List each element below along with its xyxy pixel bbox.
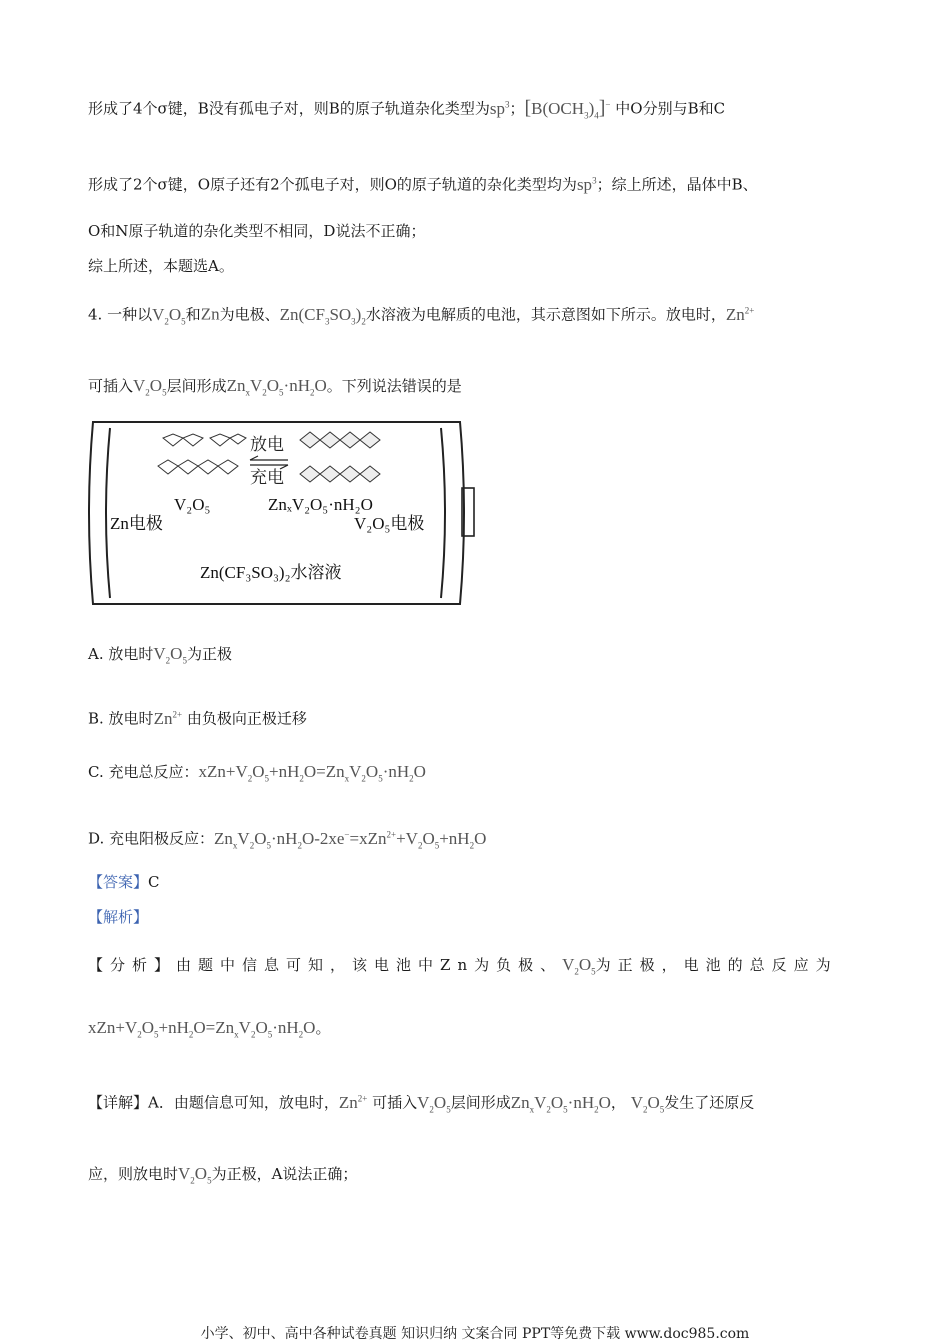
question-text: 为电极、	[219, 305, 280, 324]
question-number: 4.	[88, 305, 103, 324]
answer-label: 【答案】	[88, 873, 149, 891]
option-c	[88, 762, 426, 788]
formula-zn2plus: $Zn^{2+}$	[153, 708, 183, 728]
option-text: 由负极向正极迁移	[186, 709, 307, 728]
formula-v2o5: $V_2O_5$	[153, 644, 187, 666]
page-footer: 小学、初中、高中各种试卷真题 知识归纳 文案合同 PPT等免费下载 www.doc985.com	[200, 1326, 750, 1342]
detail-text: ，	[610, 1093, 626, 1112]
detail-text: A．由题信息可知，放电时，	[148, 1093, 339, 1112]
formula-v2o5: $V_2O_5$	[133, 376, 167, 398]
text-line: 综上所述，本题选A。	[88, 257, 234, 275]
analysis-text: 由题中信息可知，该电池中Zn为负极、	[176, 956, 563, 974]
detail-text: 层间形成	[450, 1093, 511, 1112]
text-line: O和N原子轨道的杂化类型不相同，D说法不正确；	[88, 222, 426, 240]
zn-electrode-label: Zn电极	[110, 514, 163, 533]
question-line	[88, 376, 462, 402]
formula-v2o5: $V_2O_5$	[562, 955, 596, 977]
v2o5-electrode-label: V₂O₅电极	[354, 514, 425, 533]
paragraph-text: 形成了2个σ键，O原子还有2个孤电子对，则O的原子轨道的杂化类型均为	[88, 175, 577, 194]
v2o5-layer-label: V₂O₅	[174, 495, 211, 514]
fenxi-label: 【分析】	[88, 956, 177, 974]
analysis-line	[88, 955, 838, 981]
question-text: 。下列说法错误的是	[326, 377, 462, 395]
option-text: D. 充电阳极反应：	[88, 829, 215, 848]
option-b	[88, 704, 307, 729]
question-text: 层间形成	[166, 377, 227, 395]
electrolyte-label: Zn(CF₃SO₃)₂水溶液	[200, 563, 342, 582]
detail-text: 可插入	[372, 1093, 418, 1112]
formula-total-reaction: $xZn+V_2O_5+nH_2O=Zn_xV_2O_5\cdot nH_2O$	[88, 1018, 316, 1040]
formula-b-och3: $[B(OCH_3)_4]^-$	[524, 96, 611, 121]
analysis-line	[88, 1018, 330, 1044]
option-text: C. 充电总反应：	[88, 763, 199, 781]
option-a	[88, 644, 232, 670]
option-text: B. 放电时	[88, 709, 154, 728]
option-text: 为正极	[186, 645, 232, 663]
question-text: 可插入	[88, 377, 134, 395]
formula-zn2plus: $Zn^{2+}$	[338, 1092, 368, 1112]
question-line	[88, 300, 754, 331]
analysis-text: 。	[315, 1019, 331, 1037]
discharge-label: 放电	[250, 435, 284, 454]
detail-text: 发生了还原反	[664, 1093, 755, 1112]
detail-line	[88, 1164, 357, 1190]
battery-diagram	[88, 418, 488, 608]
formula-anode-reaction: $Zn_xV_2O_5\cdot nH_2O-2xe^-=xZn^{2+}+V_2O_5+nH_2O$	[214, 828, 487, 851]
formula-znx-v2o5: $Zn_xV_2O_5\cdot nH_2O$	[510, 1092, 611, 1115]
answer-value: C	[148, 873, 160, 891]
detail-text: 应，则放电时	[88, 1165, 179, 1183]
option-d	[88, 824, 486, 855]
formula-zn-cf3so3: $Zn(CF_3SO_3)_2$	[279, 304, 366, 327]
formula-v2o5: $V_2O_5$	[152, 304, 186, 327]
formula-sp3: $sp^3$	[576, 174, 597, 194]
question-text: 和	[185, 305, 201, 324]
text-line	[88, 170, 758, 195]
charge-label: 充电	[250, 468, 284, 487]
detail-label: 【详解】	[88, 1093, 149, 1112]
formula-sp3: $sp^3$	[489, 98, 510, 118]
question-text: 一种以	[107, 305, 153, 324]
formula-znx-v2o5: $Zn_xV_2O_5\cdot nH_2O$	[226, 376, 327, 398]
paragraph-text: 形成了4个σ键，B没有孤电子对，则B的原子轨道杂化类型为	[88, 99, 490, 118]
option-text: A. 放电时	[88, 645, 154, 663]
formula-v2o5: $V_2O_5$	[630, 1092, 665, 1115]
formula-v2o5: $V_2O_5$	[178, 1164, 212, 1186]
answer-line	[88, 872, 160, 892]
paragraph-text: ；综上所述，晶体中B、	[596, 175, 758, 194]
analysis-label: 【解析】	[88, 908, 149, 926]
formula-v2o5: $V_2O_5$	[417, 1092, 451, 1115]
text-line: 形成了4个σ键，B没有孤电子对，则B的原子轨道杂化类型为$sp^3$；$[B(OCH_3)_4]^-$ 中O分别与B和C	[88, 96, 726, 121]
zn-v2o5-product-label: ZnₓV₂O₅·nH₂O	[268, 495, 373, 514]
formula-zn: Zn	[200, 304, 220, 324]
formula-total-reaction: $xZn+V_2O_5+nH_2O=Zn_xV_2O_5\cdot nH_2O$	[198, 762, 426, 784]
paragraph-text: 中O分别与B和C	[615, 99, 726, 118]
formula-zn2plus: $Zn^{2+}$	[725, 304, 755, 324]
analysis-text: 为正极，电池的总反应为	[595, 956, 838, 974]
detail-text: 为正极，A说法正确；	[211, 1165, 358, 1183]
detail-line	[88, 1088, 754, 1119]
question-text: 水溶液为电解质的电池，其示意图如下所示。放电时，	[365, 305, 726, 324]
